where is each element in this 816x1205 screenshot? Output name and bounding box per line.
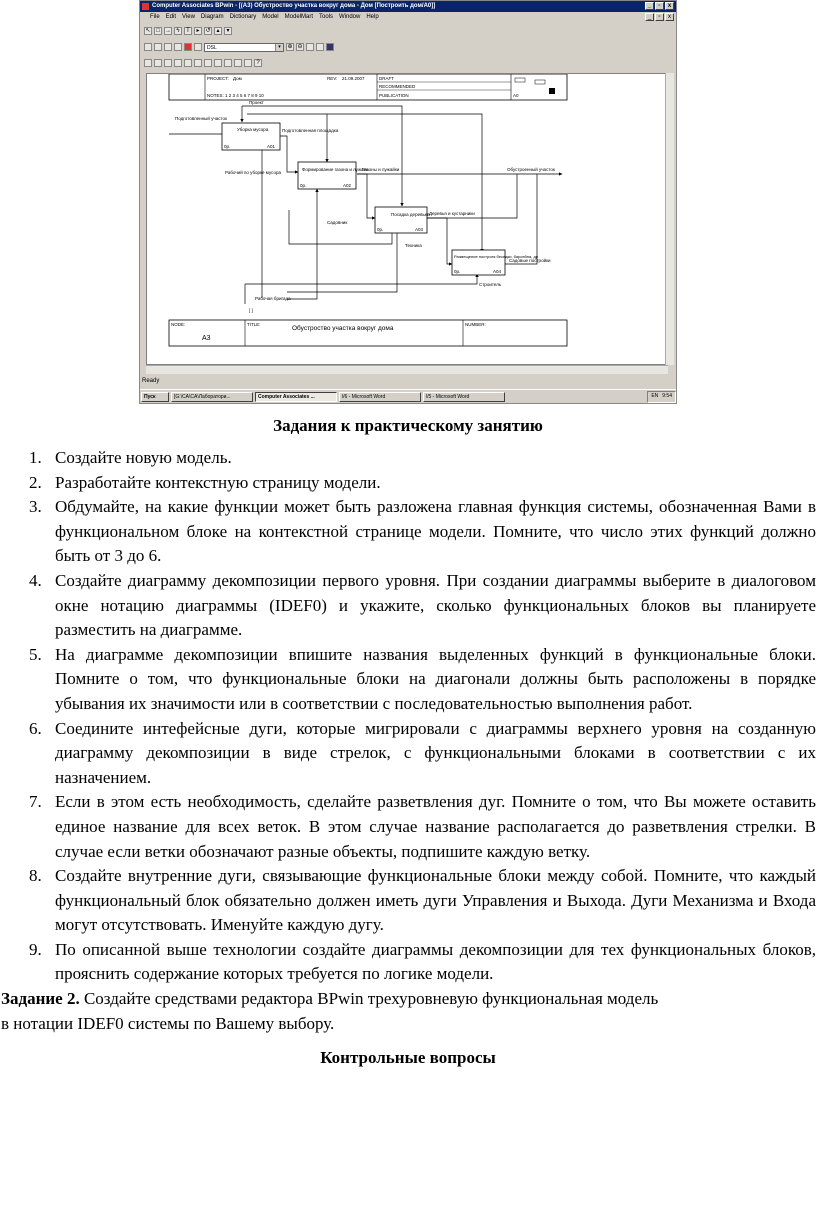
task-item <box>0 471 816 496</box>
box-a04-title: Размещение построек беседки, барсейна, др <box>454 254 539 259</box>
taskbar-item-word-6[interactable]: l/6 - Microsoft Word <box>339 392 421 402</box>
task-list <box>0 446 816 987</box>
go-child-icon[interactable]: ▾ <box>224 27 232 35</box>
methodology-combo[interactable]: DSL ▾ <box>204 43 284 52</box>
report-icon[interactable] <box>316 43 324 51</box>
label-workers: Рабочий по уборке мусора <box>225 170 281 175</box>
arrow-cleared-area <box>280 136 298 172</box>
task-item <box>0 446 816 471</box>
header-notes-label: NOTES: <box>207 93 224 98</box>
box-a01[interactable] <box>222 123 280 150</box>
model-mart-icon[interactable] <box>326 43 334 51</box>
clock: 9:54 <box>662 392 672 399</box>
tasks-heading: Задания к практическому занятию <box>273 416 543 435</box>
save-icon[interactable] <box>164 43 172 51</box>
taskbar-item-explorer[interactable]: [G:\CA\CA\Лаборатори... <box>171 392 253 402</box>
box-a02[interactable] <box>298 162 368 189</box>
drawing-toolbar <box>144 25 232 37</box>
menu-view[interactable]: View <box>182 14 195 20</box>
label-cleared-area: Подготовленная площадка <box>282 128 339 133</box>
menu-model[interactable]: Model <box>262 14 279 20</box>
control-questions-heading: Контрольные вопросы <box>320 1048 496 1068</box>
header-publication: PUBLICATION <box>379 93 409 98</box>
header-box-b <box>535 80 545 84</box>
menu-dictionary[interactable]: Dictionary <box>229 14 257 20</box>
bpwin-screenshot <box>139 0 677 404</box>
pointer-tool-icon[interactable]: ↖ <box>145 28 151 34</box>
task-number: 2. <box>29 472 42 492</box>
window-title: Computer Associates BPwin - [(A3) Обустроство участка вокруг дома - Дом [Построить дом/А0]] <box>152 3 436 9</box>
model-explorer-icon[interactable] <box>306 43 314 51</box>
label-technic: Техника <box>405 243 422 248</box>
help-icon[interactable]: ? <box>254 59 262 67</box>
label-tunnel: [ ] <box>249 308 253 313</box>
mdi-close-icon[interactable]: x <box>665 13 674 21</box>
standard-toolbar <box>144 41 334 53</box>
menu-modelmart[interactable]: ModelMart <box>284 14 313 20</box>
minimize-icon[interactable]: _ <box>645 2 654 10</box>
box-a03-id: А03 <box>415 227 424 232</box>
language-indicator[interactable]: EN <box>651 392 659 399</box>
undo-icon[interactable]: ↺ <box>205 28 211 34</box>
arrow-buildings <box>504 174 537 264</box>
task-text: Если в этом есть необходимость, сделайте разветвления дуг. Помните о том, что Вы можете оставить единое название для всех веток. В этом случае название располагается до разветвления стрелки. В случае если ветки обозначают разные объекты, подпишите каждую ветку. <box>55 792 816 861</box>
arrow-trees-to-a04 <box>427 218 452 264</box>
tool-10-icon[interactable] <box>234 59 242 67</box>
tool-3-icon[interactable] <box>164 59 172 67</box>
menu-help[interactable]: Help <box>366 14 379 20</box>
system-tray <box>647 391 676 403</box>
mdi-minimize-icon[interactable]: _ <box>645 13 654 21</box>
label-landscaped: Обустроенный участок <box>507 167 555 172</box>
arrow-mech-a04 <box>245 274 477 284</box>
taskbar-item-word-5[interactable]: l/5 - Microsoft Word <box>423 392 505 402</box>
footer-title-label: TITLE: <box>247 322 261 327</box>
restore-icon[interactable]: ▫ <box>655 2 664 10</box>
task-text: Создайте диаграмму декомпозиции первого уровня. При создании диаграммы выберите в диалоговом окне нотацию диаграммы (IDEF0) и укажите, сколько функциональных блоков вы планируете разместить на диаграмме. <box>55 570 816 640</box>
label-builder: Строитель <box>479 282 502 287</box>
task-number: 4. <box>29 570 42 590</box>
task-number: 6. <box>29 718 42 738</box>
label-trees: Деревья и кустарники <box>429 211 475 216</box>
close-icon[interactable]: x <box>665 2 674 10</box>
header-box-a <box>515 78 525 82</box>
task-item <box>0 864 816 938</box>
header-rev-value: 21.09.2007 <box>342 76 365 81</box>
taskbar-item-bpwin[interactable]: Computer Associates ... <box>255 392 337 402</box>
label-prepared-area: Подготовленный участок <box>175 116 227 121</box>
task-text: Соедините интефейсные дуги, которые мигрировали с диаграммы верхнего уровня на созданную диаграмму декомпозиции в виде стрелок, с функциональными блоками в соответствии с их назначением. <box>55 718 816 787</box>
label-project: Проект <box>249 100 264 105</box>
arrow-project-a03 <box>242 106 402 206</box>
header-a0: A0 <box>513 93 519 98</box>
label-buildings: Садовые постройки <box>509 258 551 263</box>
task-item <box>0 938 816 987</box>
task-text: На диаграмме декомпозиции впишите названия выделенных функций в функциональные блоки. Помните о том, что функциональные блоки на диагонали должны быть расположены в порядке убывания их значимости или в соответствии с последовательностью выполнения работ. <box>55 644 816 713</box>
box-a04-cost: 0р. <box>454 269 461 274</box>
chevron-down-icon[interactable]: ▾ <box>275 44 283 51</box>
box-a02-title: Формирование газона и лужаек <box>302 167 369 172</box>
task-item <box>0 569 816 643</box>
text-tool-icon[interactable]: T <box>184 27 192 35</box>
task2-text: Создайте средствами редактора BPwin трехуровневую функциональная модель <box>79 989 659 1009</box>
go-up-icon[interactable]: ▴ <box>214 27 222 35</box>
box-a04-id: А04 <box>493 269 502 274</box>
tool-2-icon[interactable] <box>154 59 162 67</box>
header-draft: DRAFT <box>379 76 394 81</box>
footer-node-value: А3 <box>202 335 211 342</box>
task-item <box>0 495 816 569</box>
task-number: 3. <box>29 497 42 517</box>
box-a03-cost: 0р. <box>377 227 384 232</box>
arrow-lawn-to-a03 <box>357 174 375 218</box>
horizontal-scrollbar[interactable] <box>146 365 668 374</box>
task-text: Создайте внутренние дуги, связывающие функциональные блоки между собой. Помните, что каждый функциональный блок обязательно должен иметь дуги Управления и Выхода. Дуги Механизма и Входа могут отсутствовать. Именуйте каждую дугу. <box>55 866 816 935</box>
squiggle-tool-icon[interactable]: ϟ <box>174 27 182 35</box>
header-rev-label: REV: <box>327 76 338 81</box>
menu-window[interactable]: Window <box>339 14 361 20</box>
task-text: Обдумайте, на какие функции может быть разложена главная функция системы, обозначенная Вами в функциональном блоке на контекстной странице модели. Помните, что число этих функций должно быть от 3 до 6. <box>55 497 816 566</box>
box-a03-title: Посадка деревьев <box>391 212 430 217</box>
header-project-label: PROJECT: <box>207 76 229 81</box>
box-a02-id: А02 <box>343 183 352 188</box>
misc-toolbar <box>144 57 262 69</box>
menu-tools[interactable]: Tools <box>318 14 333 20</box>
new-icon[interactable] <box>144 43 152 51</box>
tool-8-icon[interactable] <box>214 59 222 67</box>
task-number: 5. <box>29 644 42 664</box>
box-a02-cost: 0р. <box>300 183 307 188</box>
task-item <box>0 643 816 717</box>
diagram-canvas[interactable] <box>146 73 668 365</box>
box-a01-cost: 0р. <box>224 144 231 149</box>
box-a01-title: Уборка мусора <box>237 127 269 132</box>
task-text: По описанной выше технологии создайте диаграммы декомпозиции для тех функциональных блоков, прояснить содержание которых требуется по логике модели. <box>55 939 816 984</box>
box-a01-id: А01 <box>267 144 276 149</box>
task-text: Разработайте контекстную страницу модели. <box>55 472 381 492</box>
arrow-tool-icon[interactable]: → <box>165 28 171 34</box>
header-notes-value: 1 2 3 4 5 6 7 8 9 10 <box>225 93 264 98</box>
header-recommended: RECOMMENDED <box>379 84 416 89</box>
zoom-out-icon[interactable]: ⊖ <box>297 44 303 50</box>
tool-7-icon[interactable] <box>204 59 212 67</box>
diagram-footer <box>169 320 567 346</box>
menu-diagram[interactable]: Diagram <box>200 14 224 20</box>
open-icon[interactable] <box>154 43 162 51</box>
label-brigade: Рабочая бригада <box>255 296 291 301</box>
start-button[interactable]: Пуск <box>141 392 169 402</box>
status-bar: Ready <box>142 378 160 384</box>
box-tool-icon[interactable]: □ <box>154 27 162 35</box>
tool-1-icon[interactable] <box>144 59 152 67</box>
menu-bar <box>140 12 676 23</box>
footer-node-label: NODE: <box>171 322 186 327</box>
label-gardener: Садовник <box>327 220 348 225</box>
tool-11-icon[interactable] <box>244 59 252 67</box>
task-item <box>0 790 816 864</box>
tool-4-icon[interactable] <box>174 59 182 67</box>
task-number: 7. <box>29 792 42 812</box>
task-item <box>0 717 816 791</box>
tool-6-icon[interactable] <box>194 59 202 67</box>
tool-9-icon[interactable] <box>224 59 232 67</box>
document-body <box>0 414 816 1070</box>
task-number: 8. <box>29 866 42 886</box>
vertical-scrollbar[interactable] <box>665 73 674 365</box>
menu-edit[interactable]: Edit <box>165 14 177 20</box>
header-box-c <box>549 88 555 94</box>
task2-label: Задание 2. <box>1 989 80 1009</box>
task-number: 1. <box>29 448 42 467</box>
box-a03[interactable] <box>375 207 430 233</box>
print-icon[interactable] <box>174 43 182 51</box>
app-icon <box>142 3 149 10</box>
footer-title-value: Обустроство участка вокруг дома <box>292 325 394 332</box>
task2-paragraph <box>0 987 816 1012</box>
font-icon[interactable] <box>194 43 202 51</box>
header-project-value: Дом <box>233 76 242 81</box>
menu-file[interactable]: File <box>150 14 160 20</box>
mdi-restore-icon[interactable]: ▫ <box>655 13 664 21</box>
task-text: Создайте новую модель. <box>55 448 232 467</box>
tool-5-icon[interactable] <box>184 59 192 67</box>
zoom-in-icon[interactable]: ⊕ <box>287 44 293 50</box>
label-lawn: Газоны и лужайки <box>362 167 400 172</box>
footer-number-label: NUMBER: <box>465 322 486 327</box>
color-icon[interactable] <box>184 43 192 51</box>
window-titlebar <box>140 1 676 12</box>
taskbar <box>140 389 676 403</box>
task2-paragraph-cont: в нотации IDEF0 системы по Вашему выбору. <box>1 1013 335 1033</box>
go-down-icon[interactable]: ▸ <box>194 27 202 35</box>
idef0-diagram <box>147 74 667 364</box>
arrow-mech-a03 <box>287 229 397 292</box>
task-number: 9. <box>29 939 42 959</box>
diagram-header <box>169 74 567 100</box>
